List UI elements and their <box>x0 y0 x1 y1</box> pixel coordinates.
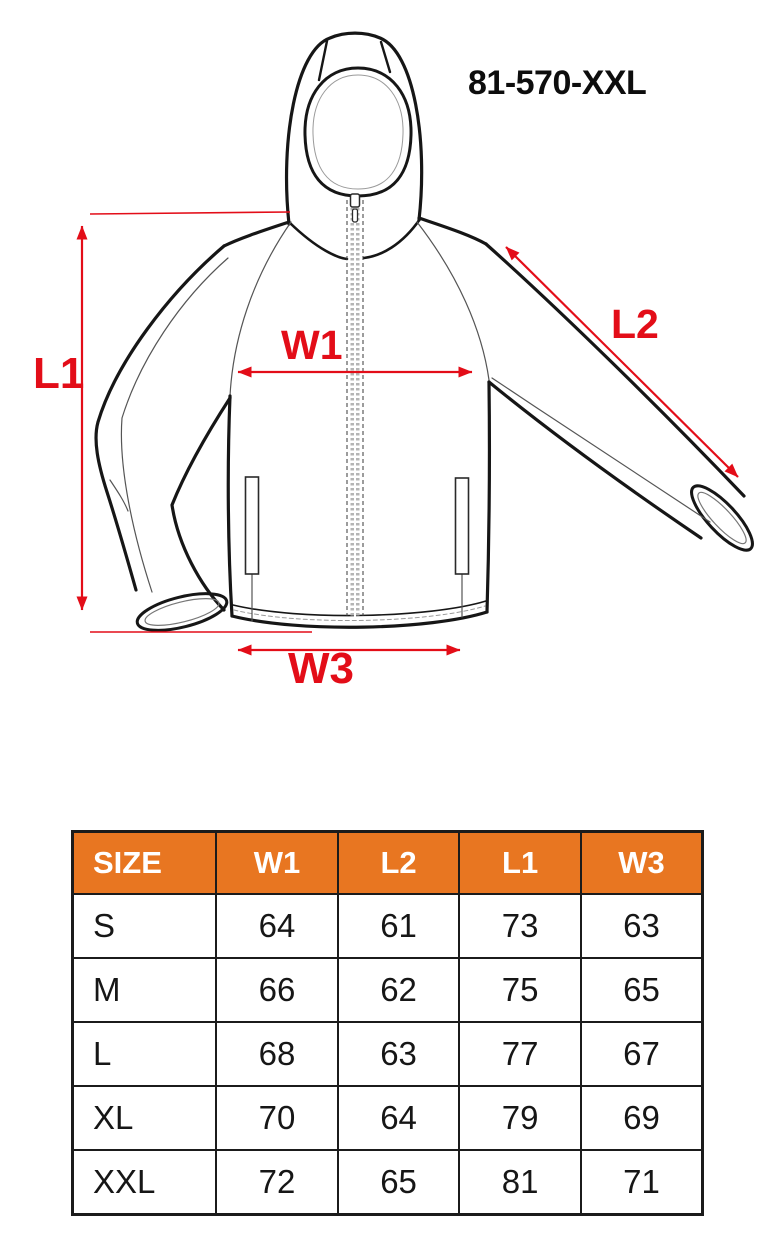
cell-size: M <box>73 958 217 1022</box>
header-w1: W1 <box>216 832 338 895</box>
zipper <box>347 194 363 618</box>
cell-l2: 61 <box>338 894 460 958</box>
table-row-m <box>73 958 703 1022</box>
cell-l1: 73 <box>459 894 581 958</box>
header-w3: W3 <box>581 832 703 895</box>
cell-l2: 63 <box>338 1022 460 1086</box>
cell-w3: 67 <box>581 1022 703 1086</box>
jacket-outline <box>96 33 761 638</box>
label-l1: L1 <box>33 349 85 398</box>
cell-size: L <box>73 1022 217 1086</box>
cell-w1: 70 <box>216 1086 338 1150</box>
cell-w3: 71 <box>581 1150 703 1215</box>
label-w3: W3 <box>288 644 354 693</box>
header-l1: L1 <box>459 832 581 895</box>
cell-size: S <box>73 894 217 958</box>
header-size: SIZE <box>73 832 217 895</box>
size-table <box>71 830 704 1216</box>
cell-w1: 68 <box>216 1022 338 1086</box>
cell-w1: 64 <box>216 894 338 958</box>
cell-l2: 65 <box>338 1150 460 1215</box>
cell-w3: 63 <box>581 894 703 958</box>
cell-w3: 65 <box>581 958 703 1022</box>
zipper-pull <box>353 209 358 222</box>
label-l2: L2 <box>611 301 659 347</box>
table-row-xxl <box>73 1150 703 1215</box>
cell-l2: 62 <box>338 958 460 1022</box>
cell-l1: 75 <box>459 958 581 1022</box>
table-row-l <box>73 1022 703 1086</box>
zipper-slider <box>351 194 360 207</box>
table-row-xl <box>73 1086 703 1150</box>
table-row-s <box>73 894 703 958</box>
cell-l1: 79 <box>459 1086 581 1150</box>
l1-extension-line-top <box>90 212 290 214</box>
cell-l1: 77 <box>459 1022 581 1086</box>
product-code: 81-570-XXL <box>468 64 647 102</box>
cell-w1: 66 <box>216 958 338 1022</box>
measurement-arrows <box>82 212 738 650</box>
cell-w3: 69 <box>581 1086 703 1150</box>
l2-arrow <box>506 247 738 477</box>
header-l2: L2 <box>338 832 460 895</box>
cell-l2: 64 <box>338 1086 460 1150</box>
cell-size: XXL <box>73 1150 217 1215</box>
label-w1: W1 <box>281 322 343 368</box>
cell-l1: 81 <box>459 1150 581 1215</box>
cell-w1: 72 <box>216 1150 338 1215</box>
cell-size: XL <box>73 1086 217 1150</box>
size-table-header-row <box>73 832 703 895</box>
